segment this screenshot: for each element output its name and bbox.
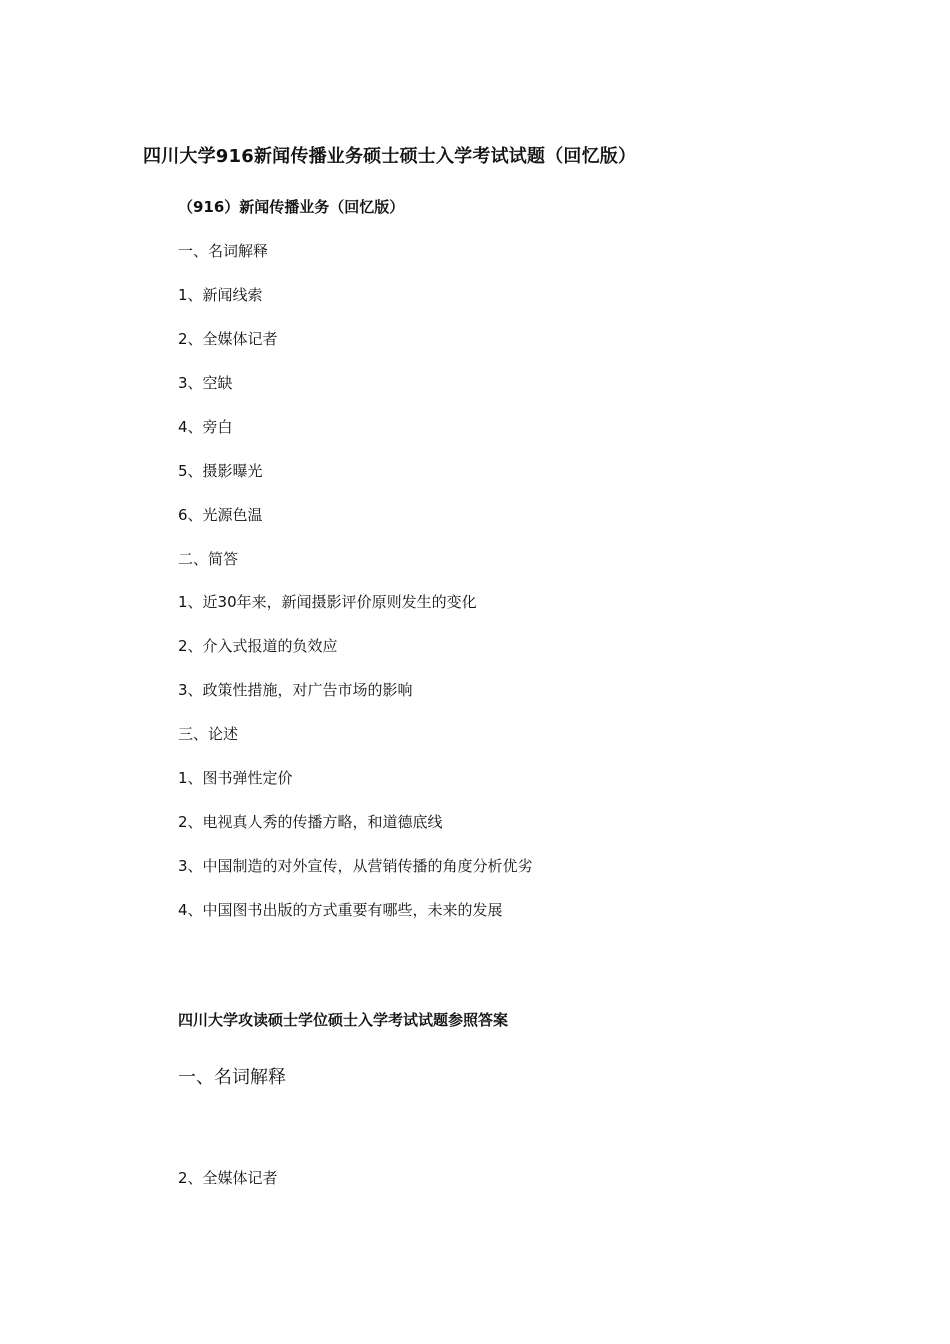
list-item: 3、空缺 xyxy=(178,374,233,392)
section-heading-essay: 三、论述 xyxy=(178,725,239,743)
list-item: 1、图书弹性定价 xyxy=(178,769,293,787)
list-item: 1、新闻线索 xyxy=(178,286,263,304)
section-heading-short-answer: 二、简答 xyxy=(178,550,239,568)
list-item: 2、全媒体记者 xyxy=(178,1169,278,1187)
list-item: 3、政策性措施，对广告市场的影响 xyxy=(178,681,413,699)
list-item: 1、近30年来，新闻摄影评价原则发生的变化 xyxy=(178,593,477,611)
list-item: 2、全媒体记者 xyxy=(178,330,278,348)
list-item: 2、介入式报道的负效应 xyxy=(178,637,338,655)
section-heading-terms: 一、名词解释 xyxy=(178,242,269,260)
answers-title: 四川大学攻读硕士学位硕士入学考试试题参照答案 xyxy=(178,1011,509,1029)
exam-subtitle: （916）新闻传播业务（回忆版） xyxy=(178,198,405,216)
list-item: 2、电视真人秀的传播方略，和道德底线 xyxy=(178,813,443,831)
list-item: 4、中国图书出版的方式重要有哪些，未来的发展 xyxy=(178,901,503,919)
list-item: 3、中国制造的对外宣传，从营销传播的角度分析优劣 xyxy=(178,857,533,875)
list-item: 6、光源色温 xyxy=(178,506,263,524)
answers-section-heading: 一、名词解释 xyxy=(178,1067,286,1088)
document-title: 四川大学916新闻传播业务硕士硕士入学考试试题（回忆版） xyxy=(143,146,637,167)
list-item: 4、旁白 xyxy=(178,418,233,436)
list-item: 5、摄影曝光 xyxy=(178,462,263,480)
